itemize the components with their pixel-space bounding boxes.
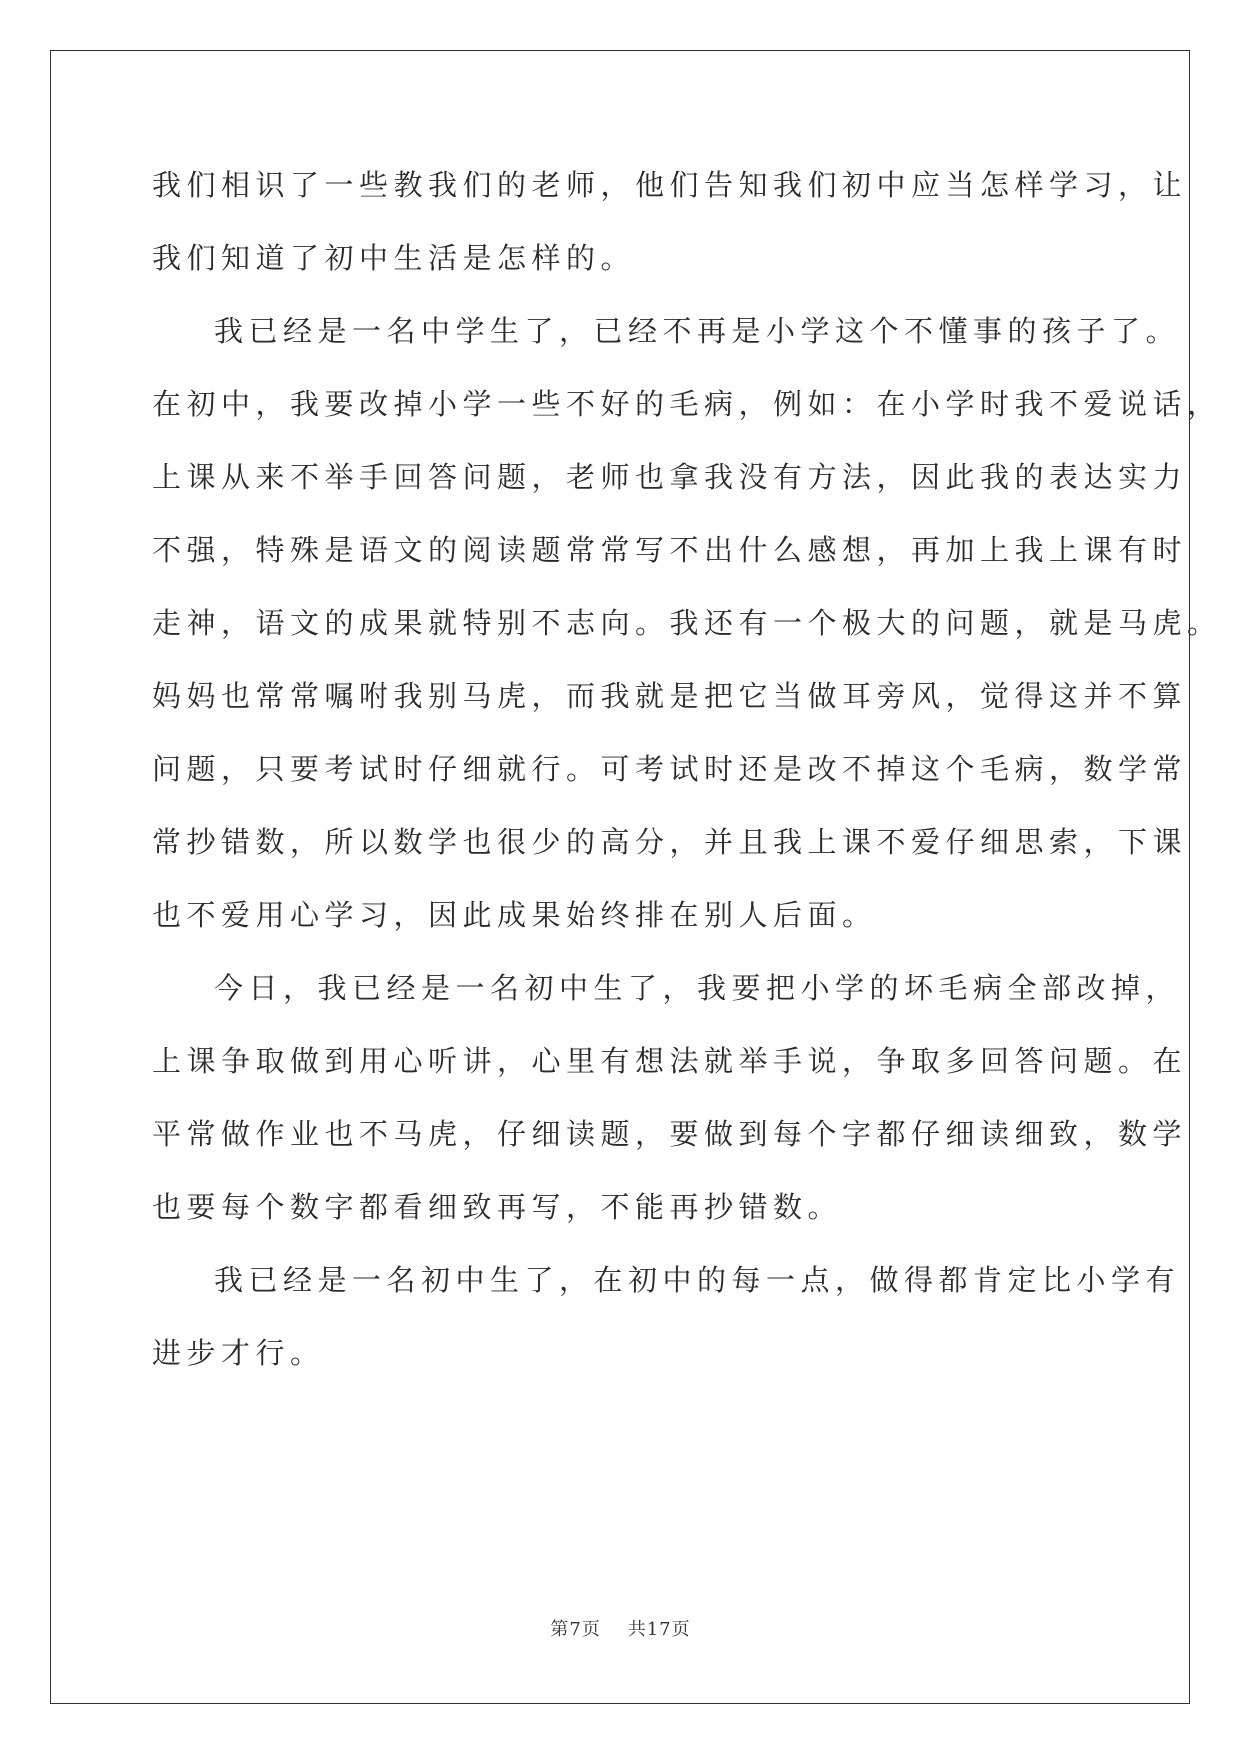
text-line: 走神，语文的成果就特别不志向。我还有一个极大的问题，就是马虎。: [152, 606, 1222, 640]
page-number-label: 第7页 共17页: [550, 1619, 691, 1640]
text-line: 上课争取做到用心听讲，心里有想法就举手说，争取多回答问题。在: [152, 1044, 1188, 1078]
text-line: 在初中，我要改掉小学一些不好的毛病，例如：在小学时我不爱说话，: [152, 387, 1222, 421]
text-line: 平常做作业也不马虎，仔细读题，要做到每个字都仔细读细致，数学: [152, 1117, 1188, 1151]
paragraph-start-line: 我已经是一名中学生了，已经不再是小学这个不懂事的孩子了。: [214, 314, 1181, 348]
paragraph-start-line: 今日，我已经是一名初中生了，我要把小学的坏毛病全部改掉，: [214, 971, 1181, 1005]
text-line: 妈妈也常常嘱咐我别马虎，而我就是把它当做耳旁风，觉得这并不算: [152, 679, 1188, 713]
text-line: 不强，特殊是语文的阅读题常常写不出什么感想，再加上我上课有时: [152, 533, 1188, 567]
paragraph-start-line: 我已经是一名初中生了，在初中的每一点，做得都肯定比小学有: [214, 1263, 1181, 1297]
text-line: 我们相识了一些教我们的老师，他们告知我们初中应当怎样学习，让: [152, 168, 1188, 202]
page-footer: [0, 1618, 1241, 1642]
page-border: [50, 50, 1190, 1704]
text-line: 进步才行。: [152, 1336, 325, 1370]
text-line: 问题，只要考试时仔细就行。可考试时还是改不掉这个毛病，数学常: [152, 752, 1188, 786]
text-line: 我们知道了初中生活是怎样的。: [152, 241, 636, 275]
text-line: 也要每个数字都看细致再写，不能再抄错数。: [152, 1190, 843, 1224]
text-line: 上课从来不举手回答问题，老师也拿我没有方法，因此我的表达实力: [152, 460, 1188, 494]
text-line: 也不爱用心学习，因此成果始终排在别人后面。: [152, 898, 877, 932]
text-line: 常抄错数，所以数学也很少的高分，并且我上课不爱仔细思索，下课: [152, 825, 1188, 859]
